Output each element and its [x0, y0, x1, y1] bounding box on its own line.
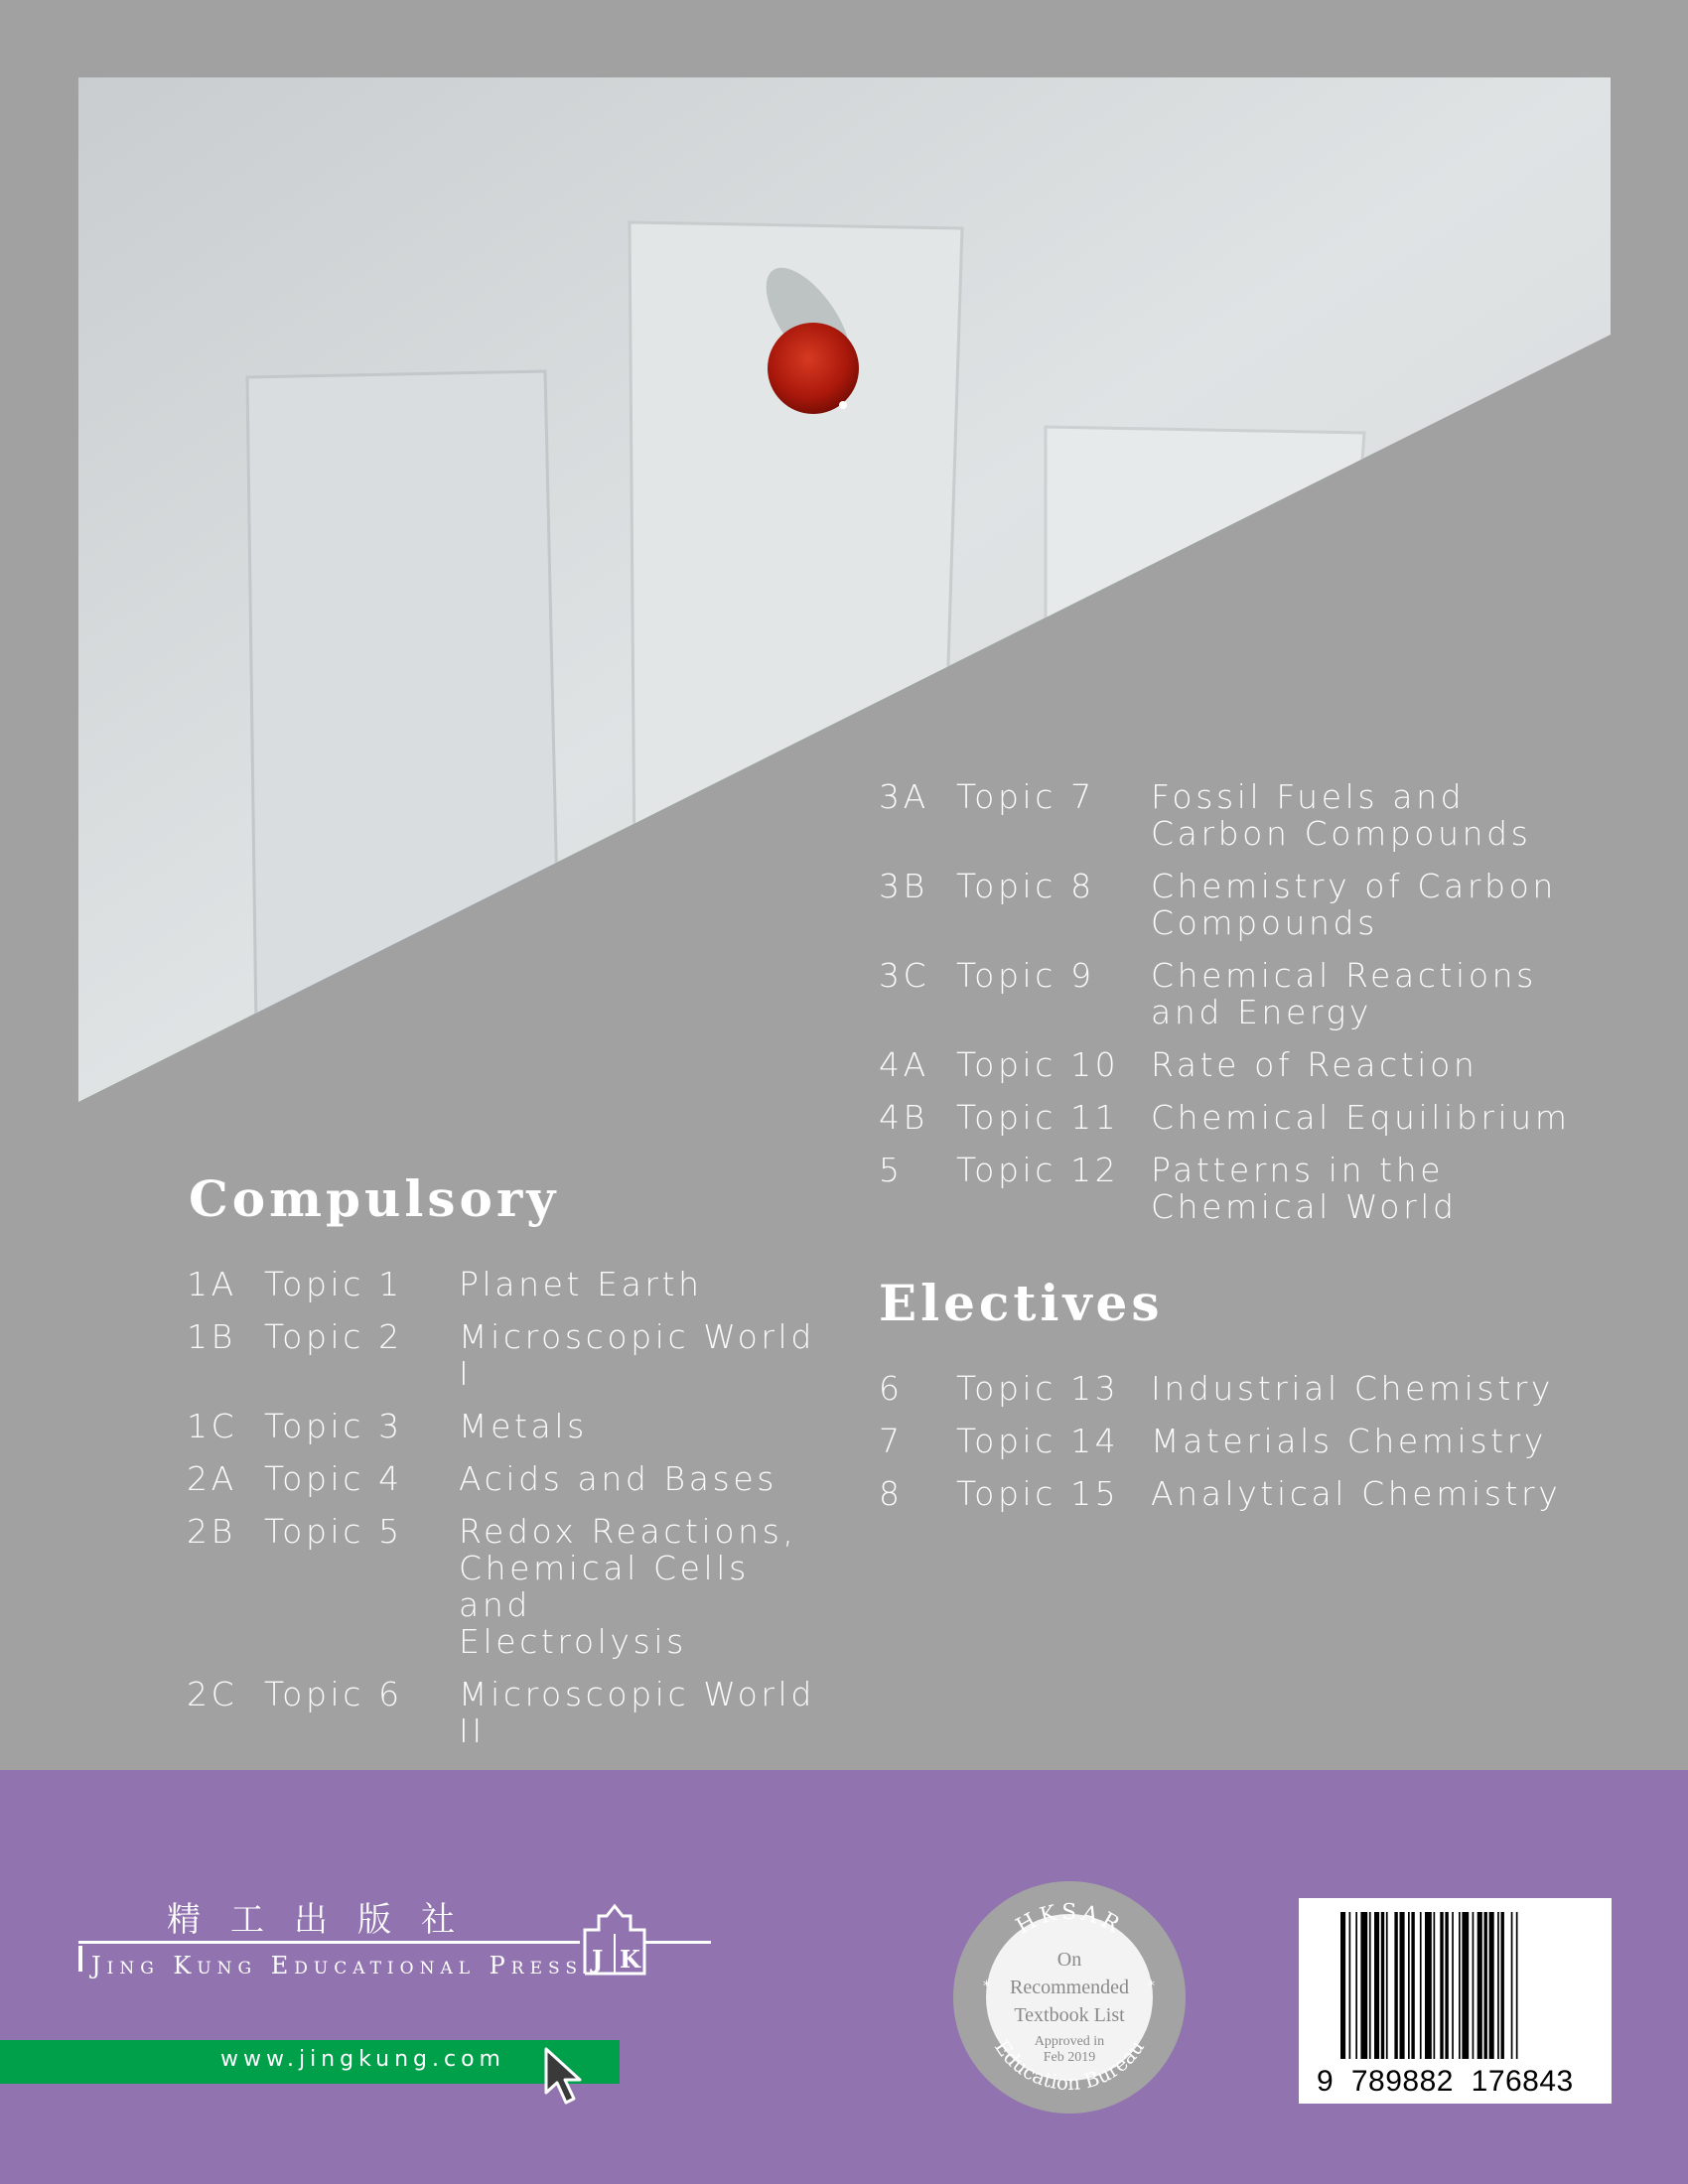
item-code: 1B [187, 1317, 236, 1356]
item-title: Microscopic World II [459, 1675, 815, 1750]
barcode-bar [1477, 1912, 1482, 2059]
item-code: 6 [879, 1369, 904, 1408]
list-item [187, 1676, 832, 1749]
barcode-bars [1299, 1898, 1612, 2067]
barcode-bar [1452, 1912, 1454, 2059]
barcode-bar [1501, 1912, 1504, 2059]
list-item [187, 1408, 832, 1444]
item-topic: Topic 13 [956, 1369, 1120, 1408]
barcode-bar [1381, 1912, 1384, 2059]
compulsory-list-continued [879, 778, 1574, 1225]
item-code: 4B [879, 1098, 928, 1137]
item-title: Chemical Equilibrium [1151, 1098, 1571, 1137]
compulsory-list [187, 1266, 832, 1749]
item-title: Planet Earth [459, 1265, 703, 1303]
item-code: 4A [879, 1045, 929, 1084]
list-item [879, 1152, 1574, 1225]
publisher-name-english: Jing Kung Educational Press [91, 1952, 584, 1979]
item-code: 7 [879, 1422, 904, 1460]
barcode-bar [1489, 1912, 1494, 2059]
publisher-rule-tick [78, 1946, 82, 1972]
item-code: 5 [879, 1151, 904, 1189]
item-title: Metals [459, 1407, 588, 1445]
barcode-bar [1349, 1912, 1351, 2059]
item-title: Materials Chemistry [1151, 1422, 1547, 1460]
barcode-bar [1386, 1912, 1388, 2059]
barcode-bar [1440, 1912, 1443, 2059]
barcode-bar [1497, 1912, 1499, 2059]
item-title: Patterns in the Chemical World [1151, 1151, 1458, 1226]
electives-heading: Electives [879, 1274, 1164, 1332]
cursor-arrow-icon [542, 2047, 590, 2107]
seal-approved: Approved in [1034, 2034, 1105, 2049]
barcode-bar [1434, 1912, 1436, 2059]
item-topic: Topic 14 [956, 1422, 1120, 1460]
item-title: Acids and Bases [459, 1459, 778, 1498]
item-code: 2C [187, 1675, 238, 1713]
item-code: 3B [879, 867, 928, 905]
item-code: 8 [879, 1474, 904, 1513]
item-topic: Topic 10 [956, 1045, 1120, 1084]
item-title: Rate of Reaction [1151, 1045, 1478, 1084]
barcode-bar [1420, 1912, 1422, 2059]
isbn-barcode [1299, 1898, 1612, 2104]
seal-top-text: HKSAR [1012, 1899, 1127, 1940]
list-item [187, 1513, 832, 1660]
barcode-bar [1516, 1912, 1518, 2059]
seal-bottom-text: Education Bureau [989, 2035, 1149, 2096]
website-link[interactable]: www.jingkung.com [220, 2047, 505, 2072]
barcode-bar [1411, 1912, 1414, 2059]
barcode-bar [1462, 1912, 1469, 2059]
item-title: Chemistry of Carbon Compounds [1151, 867, 1557, 942]
list-item [879, 1046, 1574, 1083]
item-topic: Topic 6 [264, 1675, 403, 1713]
item-topic: Topic 8 [956, 867, 1095, 905]
barcode-digits: 9 789882 176843 [1317, 2065, 1574, 2098]
item-title: Microscopic World I [459, 1317, 815, 1393]
barcode-bar [1394, 1912, 1397, 2059]
item-code: 1A [187, 1265, 237, 1303]
seal-line2: Recommended [1010, 1977, 1129, 1998]
list-item [187, 1318, 832, 1392]
barcode-bar [1369, 1912, 1371, 2059]
list-item [187, 1266, 832, 1302]
barcode-bar [1445, 1912, 1448, 2059]
barcode-bar [1473, 1912, 1475, 2059]
list-item [879, 957, 1574, 1030]
seal-line1: On [1056, 1949, 1082, 1971]
jk-logo-j: J [592, 1945, 604, 1974]
item-code: 3C [879, 956, 930, 995]
item-topic: Topic 3 [264, 1407, 403, 1445]
item-title: Fossil Fuels and Carbon Compounds [1151, 777, 1532, 853]
item-code: 2B [187, 1512, 236, 1551]
barcode-bar [1400, 1912, 1405, 2059]
barcode-bar [1484, 1912, 1487, 2059]
list-item [879, 1423, 1574, 1459]
barcode-bar [1374, 1912, 1379, 2059]
item-code: 2A [187, 1459, 237, 1498]
barcode-bar [1360, 1912, 1367, 2059]
electives-list [879, 1370, 1574, 1512]
item-title: Industrial Chemistry [1151, 1369, 1555, 1408]
list-item [879, 1099, 1574, 1136]
item-topic: Topic 9 [956, 956, 1095, 995]
item-topic: Topic 11 [956, 1098, 1120, 1137]
list-item [879, 1475, 1574, 1512]
publisher-name-chinese: 精工出版社 [167, 1900, 485, 1940]
barcode-bar [1511, 1912, 1513, 2059]
compulsory-heading: Compulsory [189, 1169, 560, 1228]
item-title: Chemical Reactions and Energy [1151, 956, 1537, 1031]
seal-star-left: * [983, 1979, 990, 1994]
item-topic: Topic 2 [264, 1317, 403, 1356]
recommended-textbook-seal [951, 1879, 1188, 2116]
item-topic: Topic 5 [264, 1512, 403, 1551]
item-topic: Topic 15 [956, 1474, 1120, 1513]
barcode-bar [1425, 1912, 1432, 2059]
list-item [187, 1460, 832, 1497]
item-code: 1C [187, 1407, 238, 1445]
list-item [879, 1370, 1574, 1407]
item-topic: Topic 7 [956, 777, 1095, 816]
seal-line3: Textbook List [1014, 2004, 1125, 2026]
barcode-bar [1355, 1912, 1357, 2059]
item-topic: Topic 4 [264, 1459, 403, 1498]
jk-logo-icon [581, 1904, 648, 1978]
seal-date: Feb 2019 [1043, 2050, 1096, 2065]
jk-logo-k: K [620, 1945, 640, 1974]
publisher-rule-right [645, 1941, 711, 1944]
barcode-bar [1340, 1912, 1345, 2059]
barcode-bar [1459, 1912, 1461, 2059]
barcode-bar [1408, 1912, 1410, 2059]
item-topic: Topic 12 [956, 1151, 1120, 1189]
list-item [879, 868, 1574, 941]
item-title: Analytical Chemistry [1151, 1474, 1562, 1513]
seal-star-right: * [1148, 1979, 1155, 1994]
list-item [879, 778, 1574, 852]
publisher-rule [78, 1941, 580, 1944]
item-code: 3A [879, 777, 929, 816]
item-title: Redox Reactions, Chemical Cells and Electrolysis [459, 1512, 797, 1661]
item-topic: Topic 1 [264, 1265, 403, 1303]
